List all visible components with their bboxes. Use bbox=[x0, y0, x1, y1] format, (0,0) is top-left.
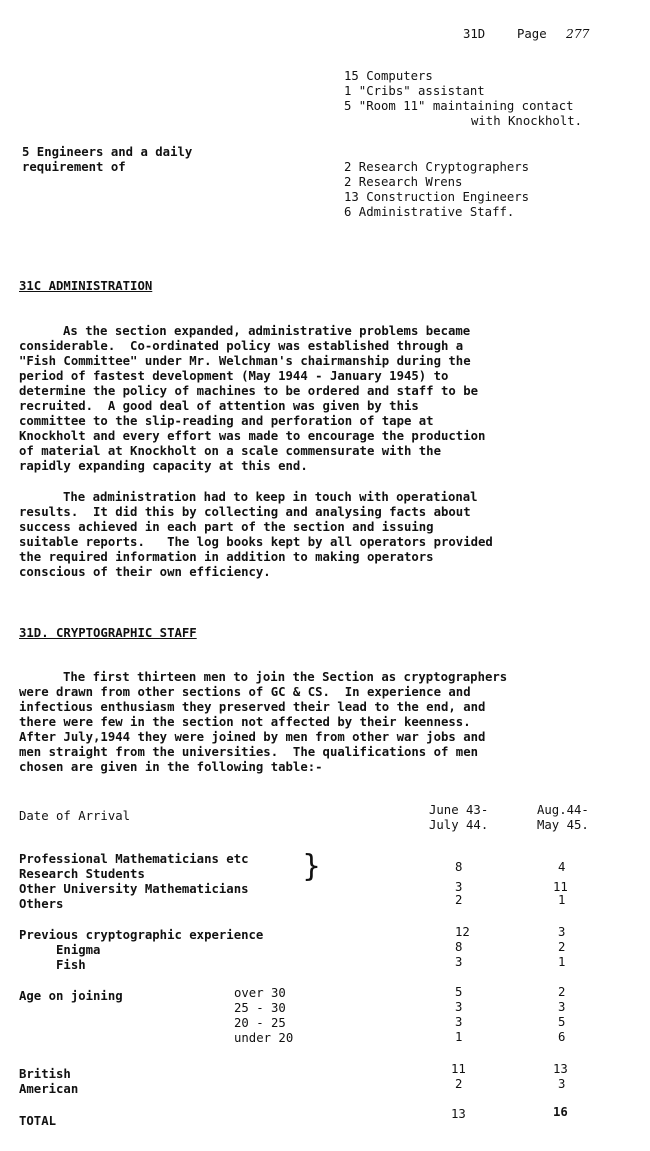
paragraph-line: The administration had to keep in touch with operational bbox=[63, 490, 478, 504]
col2-header: May 45. bbox=[537, 818, 589, 832]
table-cell-col2: 3 bbox=[558, 1077, 566, 1091]
table-cell-col1: 2 bbox=[455, 893, 463, 907]
engineers-line: 5 Engineers and a daily bbox=[22, 145, 193, 159]
total-col1: 13 bbox=[451, 1107, 466, 1121]
table-row-sub: under 20 bbox=[234, 1031, 294, 1045]
table-cell-col2: 3 bbox=[558, 1000, 566, 1014]
table-row-label: Professional Mathematicians etc bbox=[19, 852, 249, 866]
table-row-label: American bbox=[19, 1082, 79, 1096]
paragraph-line: the required information in addition to making operators bbox=[19, 550, 434, 564]
requirement-line: 2 Research Wrens bbox=[344, 175, 463, 189]
col2-header: Aug.44- bbox=[537, 803, 589, 817]
requirement-line: 13 Construction Engineers bbox=[344, 190, 530, 204]
paragraph-line: there were few in the section not affected by their keenness. bbox=[19, 715, 471, 729]
staff-line: 15 Computers bbox=[344, 69, 433, 83]
paragraph-line: As the section expanded, administrative problems became bbox=[63, 324, 471, 338]
paragraph-line: men straight from the universities. The qualifications of men bbox=[19, 745, 479, 759]
table-row-label: Enigma bbox=[19, 943, 101, 957]
paragraph-line: success achieved in each part of the section and issuing bbox=[19, 520, 434, 534]
paragraph-line: determine the policy of machines to be ordered and staff to be bbox=[19, 384, 479, 398]
table-cell-col1: 3 bbox=[455, 1000, 463, 1014]
table-cell-col1: 12 bbox=[455, 925, 470, 939]
table-cell-col2: 6 bbox=[558, 1030, 566, 1044]
table-cell-col1: 5 bbox=[455, 985, 463, 999]
table-cell-col1: 3 bbox=[455, 1015, 463, 1029]
table-row-sub: over 30 bbox=[234, 986, 286, 1000]
table-cell-col1: 11 bbox=[451, 1062, 466, 1076]
table-row-label: British bbox=[19, 1067, 71, 1081]
paragraph-line: "Fish Committee" under Mr. Welchman's chairmanship during the bbox=[19, 354, 471, 368]
table-cell-col2: 1 bbox=[558, 893, 566, 907]
paragraph-line: suitable reports. The log books kept by all operators provided bbox=[19, 535, 493, 549]
paragraph-line: chosen are given in the following table:- bbox=[19, 760, 323, 774]
staff-line: 1 "Cribs" assistant bbox=[344, 84, 485, 98]
page-label: Page bbox=[517, 27, 547, 41]
table-row-sub: 25 - 30 bbox=[234, 1001, 286, 1015]
table-row-label: Others bbox=[19, 897, 64, 911]
table-date-label: Date of Arrival bbox=[19, 809, 131, 823]
paragraph-line: committee to the slip-reading and perforation of tape at bbox=[19, 414, 434, 428]
table-cell-col1: 3 bbox=[455, 955, 463, 969]
paragraph-line: rapidly expanding capacity at this end. bbox=[19, 459, 308, 473]
total-col2: 16 bbox=[553, 1105, 568, 1119]
table-cell-col2: 1 bbox=[558, 955, 566, 969]
table-row-label: Other University Mathematicians bbox=[19, 882, 249, 896]
col1-header: July 44. bbox=[429, 818, 489, 832]
paragraph-line: Knockholt and every effort was made to encourage the production bbox=[19, 429, 486, 443]
requirement-line: 6 Administrative Staff. bbox=[344, 205, 515, 219]
paragraph-line: results. It did this by collecting and analysing facts about bbox=[19, 505, 471, 519]
section-reference: 31D bbox=[463, 27, 486, 41]
table-cell-col1: 2 bbox=[455, 1077, 463, 1091]
table-row-sub: 20 - 25 bbox=[234, 1016, 286, 1030]
table-cell-col2: 5 bbox=[558, 1015, 566, 1029]
paragraph-line: were drawn from other sections of GC & CS. In experience and bbox=[19, 685, 471, 699]
table-cell-col1: 8 bbox=[455, 940, 463, 954]
brace-glyph: } bbox=[302, 849, 322, 884]
paragraph-line: The first thirteen men to join the Section as cryptographers bbox=[63, 670, 508, 684]
table-cell-col2: 2 bbox=[558, 985, 566, 999]
staff-line: with Knockholt. bbox=[471, 114, 583, 128]
paragraph-line: recruited. A good deal of attention was given by this bbox=[19, 399, 419, 413]
table-row-label: Age on joining bbox=[19, 989, 123, 1003]
paragraph-line: After July,1944 they were joined by men from other war jobs and bbox=[19, 730, 486, 744]
requirement-line: 2 Research Cryptographers bbox=[344, 160, 530, 174]
section-31c-heading: 31C ADMINISTRATION bbox=[19, 279, 153, 293]
paragraph-line: considerable. Co-ordinated policy was established through a bbox=[19, 339, 464, 353]
table-cell-col1: 3 bbox=[455, 880, 463, 894]
paragraph-line: infectious enthusiasm they preserved their lead to the end, and bbox=[19, 700, 486, 714]
table-cell-col2: 4 bbox=[558, 860, 566, 874]
paragraph-line: of material at Knockholt on a scale commensurate with the bbox=[19, 444, 441, 458]
table-cell-col1: 8 bbox=[455, 860, 463, 874]
engineers-line: requirement of bbox=[22, 160, 126, 174]
table-cell-col2: 3 bbox=[558, 925, 566, 939]
paragraph-line: conscious of their own efficiency. bbox=[19, 565, 271, 579]
section-31d-heading: 31D. CRYPTOGRAPHIC STAFF bbox=[19, 626, 197, 640]
page-number: 277 bbox=[566, 27, 590, 41]
table-cell-col1: 1 bbox=[455, 1030, 463, 1044]
table-cell-col2: 11 bbox=[553, 880, 568, 894]
col1-header: June 43- bbox=[429, 803, 489, 817]
table-row-label: Previous cryptographic experience bbox=[19, 928, 264, 942]
total-label: TOTAL bbox=[19, 1114, 57, 1128]
table-cell-col2: 13 bbox=[553, 1062, 568, 1076]
staff-line: 5 "Room 11" maintaining contact bbox=[344, 99, 574, 113]
table-row-label: Research Students bbox=[19, 867, 145, 881]
paragraph-line: period of fastest development (May 1944 - January 1945) to bbox=[19, 369, 449, 383]
table-row-label: Fish bbox=[19, 958, 86, 972]
table-cell-col2: 2 bbox=[558, 940, 566, 954]
